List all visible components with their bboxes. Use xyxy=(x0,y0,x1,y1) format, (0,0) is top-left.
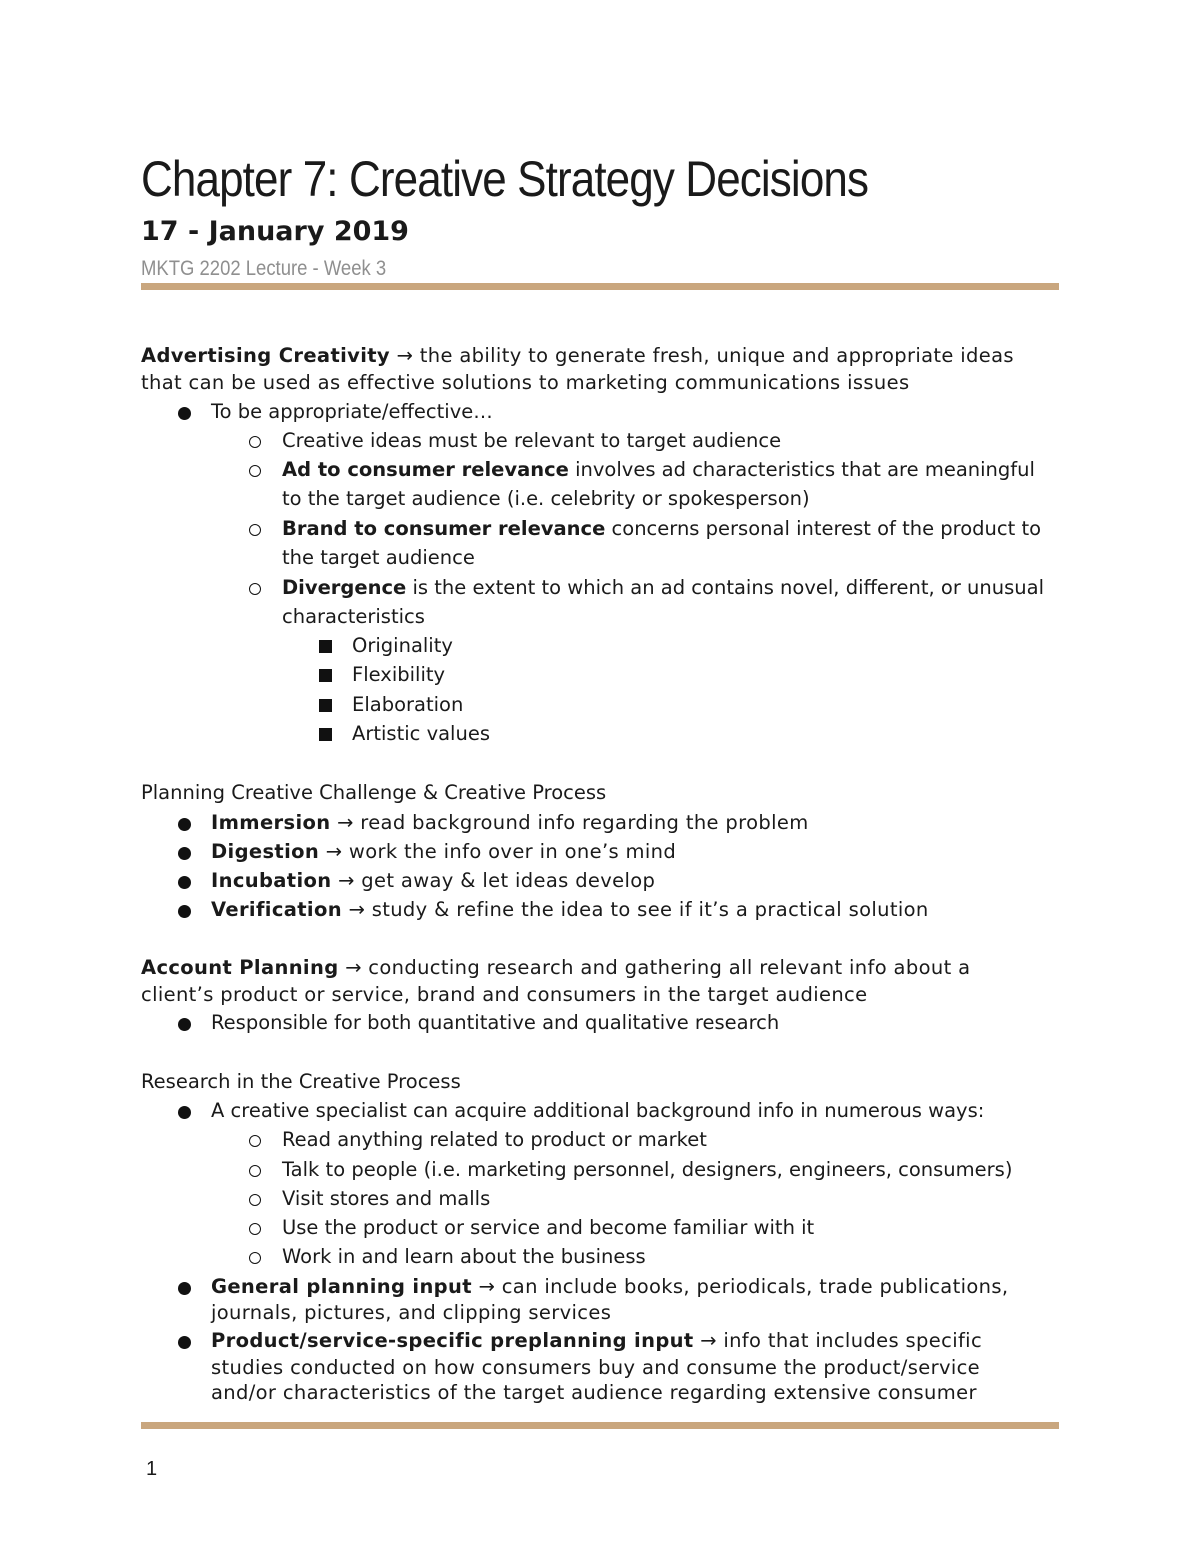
bullet-dot-icon xyxy=(178,847,191,860)
list-item xyxy=(282,575,1044,601)
list-item xyxy=(282,516,1041,542)
term: Advertising Creativity xyxy=(141,344,390,367)
term: Ad to consumer relevance xyxy=(282,458,569,481)
item-text: → get away & let ideas develop xyxy=(331,869,656,892)
list-item xyxy=(211,1328,982,1354)
list-item-continuation: to the target audience (i.e. celebrity or spokesperson) xyxy=(282,487,810,510)
definition-line: that can be used as effective solutions to marketing communications issues xyxy=(141,371,910,394)
page-title: Chapter 7: Creative Strategy Decisions xyxy=(141,151,869,207)
item-text: → read background info regarding the problem xyxy=(330,811,809,834)
section-heading: Planning Creative Challenge & Creative Process xyxy=(141,781,607,804)
bullet-circle-icon xyxy=(249,583,261,595)
item-text: → can include books, periodicals, trade publications, xyxy=(471,1275,1009,1298)
list-item: Visit stores and malls xyxy=(282,1187,491,1210)
list-item xyxy=(211,868,655,894)
bullet-dot-icon xyxy=(178,1106,191,1119)
definition-line xyxy=(141,955,970,981)
bullet-square-icon xyxy=(319,640,332,653)
list-item xyxy=(211,1274,1008,1300)
footer-divider xyxy=(141,1422,1059,1429)
bullet-dot-icon xyxy=(178,1018,191,1031)
bullet-circle-icon xyxy=(249,1223,261,1235)
item-text: → work the info over in one’s mind xyxy=(319,840,677,863)
bullet-circle-icon xyxy=(249,436,261,448)
list-item: Read anything related to product or market xyxy=(282,1128,707,1151)
bullet-dot-icon xyxy=(178,905,191,918)
bullet-dot-icon xyxy=(178,407,191,420)
item-text: concerns personal interest of the product to xyxy=(605,517,1042,540)
list-item-continuation: and/or characteristics of the target audience regarding extensive consumer xyxy=(211,1381,977,1404)
bullet-circle-icon xyxy=(249,1194,261,1206)
term: Divergence xyxy=(282,576,407,599)
definition-text: → the ability to generate fresh, unique and appropriate ideas xyxy=(389,344,1014,367)
bullet-circle-icon xyxy=(249,524,261,536)
bullet-dot-icon xyxy=(178,1336,191,1349)
list-item: Creative ideas must be relevant to target audience xyxy=(282,429,782,452)
list-item xyxy=(211,839,676,865)
lecture-date: 17 - January 2019 xyxy=(141,216,409,247)
list-item: Work in and learn about the business xyxy=(282,1245,646,1268)
list-item xyxy=(211,810,809,836)
bullet-dot-icon xyxy=(178,818,191,831)
list-item: Originality xyxy=(352,634,453,657)
term: Product/service-specific preplanning input xyxy=(211,1329,694,1352)
bullet-square-icon xyxy=(319,728,332,741)
list-item: Responsible for both quantitative and qualitative research xyxy=(211,1011,780,1034)
page-number: 1 xyxy=(146,1458,158,1480)
term: Verification xyxy=(211,898,342,921)
term: Brand to consumer relevance xyxy=(282,517,606,540)
list-item: Talk to people (i.e. marketing personnel, designers, engineers, consumers) xyxy=(282,1158,1013,1181)
definition-line xyxy=(141,343,1014,369)
list-item: To be appropriate/effective… xyxy=(211,400,493,423)
section-heading: Research in the Creative Process xyxy=(141,1070,461,1093)
bullet-square-icon xyxy=(319,699,332,712)
list-item: Use the product or service and become familiar with it xyxy=(282,1216,815,1239)
course-subtitle: MKTG 2202 Lecture - Week 3 xyxy=(141,257,387,280)
term: Incubation xyxy=(211,869,332,892)
list-item: Elaboration xyxy=(352,693,464,716)
list-item: A creative specialist can acquire additional background info in numerous ways: xyxy=(211,1099,985,1122)
term: Account Planning xyxy=(141,956,339,979)
term: Digestion xyxy=(211,840,320,863)
list-item-continuation: the target audience xyxy=(282,546,475,569)
list-item xyxy=(282,457,1035,483)
list-item: Flexibility xyxy=(352,663,446,686)
item-text: is the extent to which an ad contains novel, different, or unusual xyxy=(406,576,1045,599)
list-item-continuation: studies conducted on how consumers buy and consume the product/service xyxy=(211,1356,981,1379)
term: General planning input xyxy=(211,1275,472,1298)
bullet-dot-icon xyxy=(178,876,191,889)
bullet-circle-icon xyxy=(249,1165,261,1177)
bullet-circle-icon xyxy=(249,1135,261,1147)
bullet-dot-icon xyxy=(178,1282,191,1295)
bullet-circle-icon xyxy=(249,465,261,477)
list-item-continuation: characteristics xyxy=(282,605,425,628)
list-item: Artistic values xyxy=(352,722,490,745)
list-item-continuation: journals, pictures, and clipping services xyxy=(211,1301,612,1324)
list-item xyxy=(211,897,929,923)
bullet-square-icon xyxy=(319,669,332,682)
header-divider xyxy=(141,283,1059,290)
definition-line: client’s product or service, brand and consumers in the target audience xyxy=(141,983,868,1006)
term: Immersion xyxy=(211,811,331,834)
item-text: involves ad characteristics that are meaningful xyxy=(568,458,1035,481)
bullet-circle-icon xyxy=(249,1252,261,1264)
item-text: → info that includes specific xyxy=(693,1329,983,1352)
item-text: → study & refine the idea to see if it’s a practical solution xyxy=(341,898,929,921)
definition-text: → conducting research and gathering all relevant info about a xyxy=(338,956,971,979)
